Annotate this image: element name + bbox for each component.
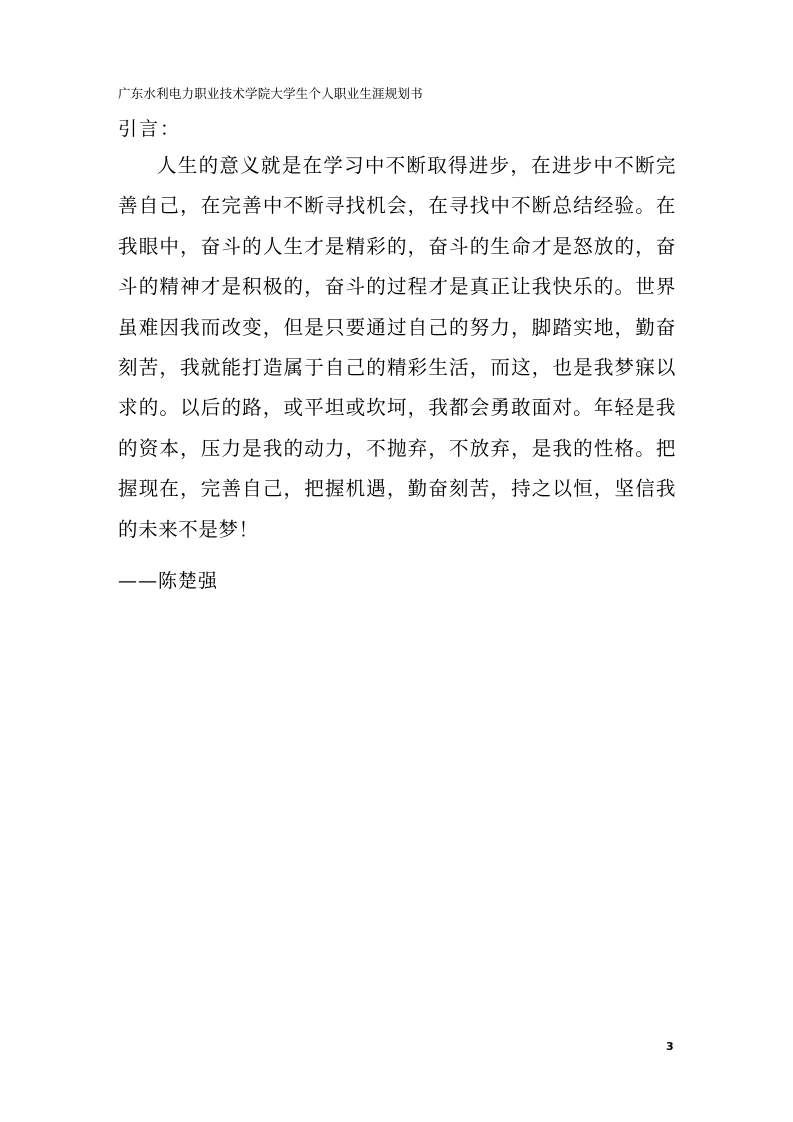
- preface-heading: 引言：: [118, 118, 182, 140]
- author-signature: ——陈楚强: [118, 570, 219, 592]
- page-number: 3: [666, 1040, 674, 1053]
- running-header: 广东水利电力职业技术学院大学生个人职业生涯规划书: [118, 86, 423, 101]
- preface-body: 人生的意义就是在学习中不断取得进步，在进步中不断完善自己，在完善中不断寻找机会，在寻找中不断总结经验。在我眼中，奋斗的人生才是精彩的，奋斗的生命才是怒放的，奋斗的精神才是积极的，奋斗的过程才是真正让我快乐的。世界虽难因我而改变，但是只要通过自己的努力，脚踏实地，勤奋刻苦，我就能打造属于自己的精彩生活，而这，也是我梦寐以求的。以后的路，或平坦或坎坷，我都会勇敢面对。年轻是我的资本，压力是我的动力，不抛弃，不放弃，是我的性格。把握现在，完善自己，把握机遇，勤奋刻苦，持之以恒，坚信我的未来不是梦！: [118, 154, 676, 541]
